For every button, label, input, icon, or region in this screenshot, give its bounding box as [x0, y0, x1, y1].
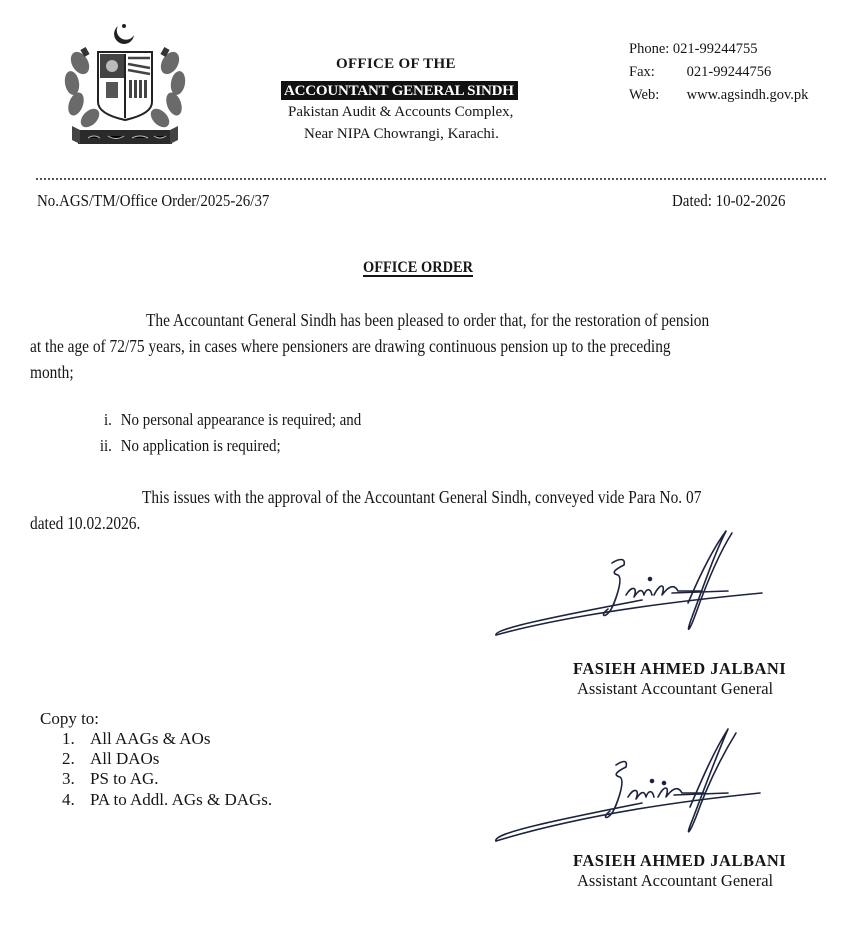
- paragraph-1-line-2: at the age of 72/75 years, in cases where pensioners are drawing continuous pension up to the preceding: [30, 336, 671, 356]
- copy-to-item: [62, 729, 210, 749]
- paragraph-1-line-1: The Accountant General Sindh has been pleased to order that, for the restoration of pension: [146, 310, 710, 330]
- copy-to-text: PS to AG.: [90, 769, 159, 788]
- fax-label: Fax:: [629, 64, 655, 80]
- web-address: www.agsindh.gov.pk: [686, 87, 809, 103]
- copy-to-text: All DAOs: [90, 749, 160, 768]
- copy-to-item: [62, 790, 272, 810]
- copy-to-number: 1.: [62, 729, 75, 748]
- condition-item: [82, 436, 281, 456]
- phone-number: 021-99244755: [672, 41, 758, 57]
- condition-text: No personal appearance is required; and: [120, 410, 362, 429]
- copy-to-item: [62, 769, 159, 789]
- condition-number: ii.: [99, 436, 112, 455]
- phone-label: Phone:: [629, 41, 670, 57]
- signatory-name: FASIEH AHMED JALBANI: [573, 659, 787, 678]
- fax-number: 021-99244756: [686, 64, 772, 80]
- copy-to-text: PA to Addl. AGs & DAGs.: [90, 790, 273, 809]
- phone-contact: [629, 41, 758, 58]
- copy-to-number: 4.: [62, 790, 75, 809]
- copy-to-number: 2.: [62, 749, 75, 768]
- signatory-designation: Assistant Accountant General: [577, 679, 774, 698]
- condition-text: No application is required;: [120, 436, 281, 455]
- address-line-2: Near NIPA Chowrangi, Karachi.: [304, 126, 499, 142]
- paragraph-2-line-1: This issues with the approval of the Accountant General Sindh, conveyed vide Para No. 07: [142, 487, 702, 507]
- signature-2: [492, 723, 772, 848]
- fax-contact: [629, 64, 771, 81]
- paragraph-1-line-3: month;: [30, 362, 74, 382]
- web-label: Web:: [629, 87, 660, 103]
- signatory-designation: Assistant Accountant General: [577, 871, 774, 890]
- reference-number: No.AGS/TM/Office Order/2025-26/37: [37, 191, 270, 210]
- dated: Dated: 10-02-2026: [672, 191, 786, 210]
- office-of-the-heading: OFFICE OF THE: [336, 56, 456, 72]
- office-order-title: OFFICE ORDER: [363, 259, 474, 276]
- web-contact: [629, 87, 808, 104]
- condition-item: [82, 410, 361, 430]
- copy-to-number: 3.: [62, 769, 75, 788]
- copy-to-item: [62, 749, 159, 769]
- signature-1: [492, 525, 772, 645]
- accountant-general-sindh-banner: ACCOUNTANT GENERAL SINDH: [281, 81, 518, 100]
- dotted-divider: [36, 178, 826, 182]
- address-line-1: Pakistan Audit & Accounts Complex,: [288, 104, 514, 120]
- signatory-name: FASIEH AHMED JALBANI: [573, 851, 787, 870]
- paragraph-2-line-2: dated 10.02.2026.: [30, 513, 141, 533]
- pakistan-state-emblem-icon: [58, 18, 192, 150]
- copy-to-text: All AAGs & AOs: [90, 729, 211, 748]
- condition-number: i.: [104, 410, 112, 429]
- copy-to-label: Copy to:: [40, 709, 100, 728]
